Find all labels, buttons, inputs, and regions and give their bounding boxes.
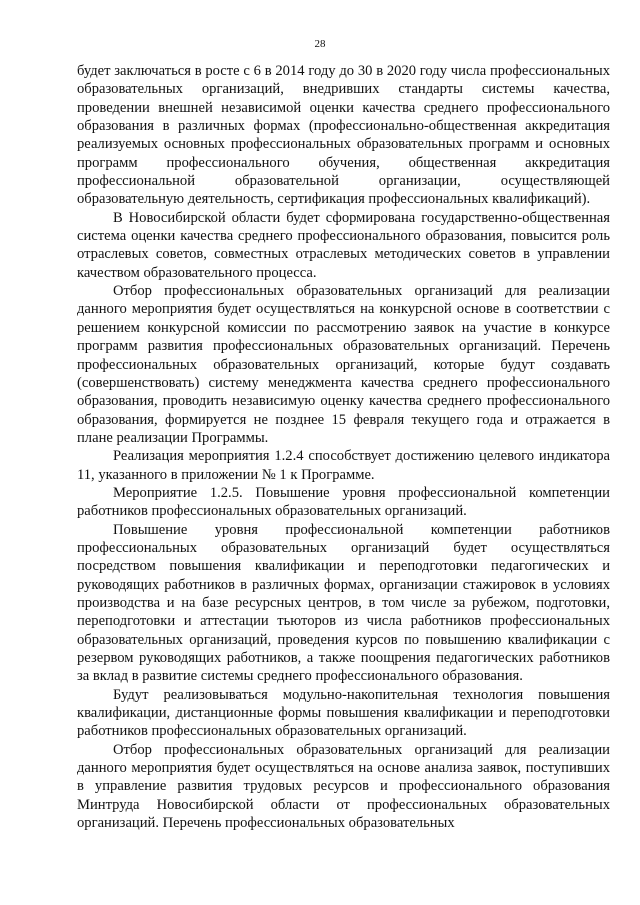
paragraph-modular-technology: Будут реализовываться модульно-накопительная технология повышения квалификации, дистанционные формы повышения квалификации и переподготовки работников профессиональных образовательных организаций. [77,686,610,740]
paragraph-selection-competition: Отбор профессиональных образовательных организаций для реализации данного мероприятия будет осуществляться на конкурсной основе в соответствии с решением конкурсной комиссии по рассмотрению заявок на участие в конкурсе программ развития профессиональных образовательных организаций. Перечень профессиональных образовательных организаций, которые будут создавать (совершенствовать) систему менеджмента качества среднего профессионального образования, проводить независимую оценку качества среднего профессионального образования, формируется не позднее 15 февраля текущего года и отражается в плане реализации Программы. [77,283,610,446]
document-body [77,62,610,832]
page-number: 28 [314,38,326,50]
paragraph-measure-heading: Мероприятие 1.2.5. Повышение уровня профессиональной компетенции работников профессиональных образовательных организаций. [77,484,610,520]
paragraph-indicator-11: Реализация мероприятия 1.2.4 способствует достижению целевого индикатора 11, указанного в приложении № 1 к Программе. [77,448,610,483]
paragraph-quality-system: В Новосибирской области будет сформирована государственно-общественная система оценки качества среднего профессионального образования, повысится роль отраслевых советов, совместных отраслевых методических советов в управлении качеством образовательного процесса. [77,209,610,281]
paragraph-competence-improvement: Повышение уровня профессиональной компетенции работников профессиональных образовательных организаций будет осуществляться посредством повышения квалификации и переподготовки педагогических и руководящих работников в различных формах, организации стажировок в условиях производства и на базе ресурсных центров, в том числе за рубежом, подготовки, переподготовки и аттестации тьюторов из числа работников профессиональных образовательных организаций, проведения курсов по повышению квалификации с резервом руководящих работников, а также поощрения педагогических работников за вклад в развитие системы среднего профессионального образования. [77,521,610,685]
paragraph-continuation: будет заключаться в росте с 6 в 2014 году до 30 в 2020 году числа профессиональных образовательных организаций, внедривших стандарты системы качества, проведении внешней независимой оценки качества среднего профессионального образования в различных формах (профессионально-общественная аккредитация реализуемых основных профессиональных образовательных программ и основных программ профессионального обучения, общественная аккредитация профессиональной образовательной организации, осуществляющей образовательную деятельность, сертификация профессиональных квалификаций). [77,63,610,208]
paragraph-selection-applications: Отбор профессиональных образовательных организаций для реализации данного мероприятия будет осуществляться на основе анализа заявок, поступивших в управление развития трудовых ресурсов и профессионального образования Минтруда Новосибирской области от профессиональных образовательных организаций. Перечень профессиональных образовательных [77,741,610,832]
